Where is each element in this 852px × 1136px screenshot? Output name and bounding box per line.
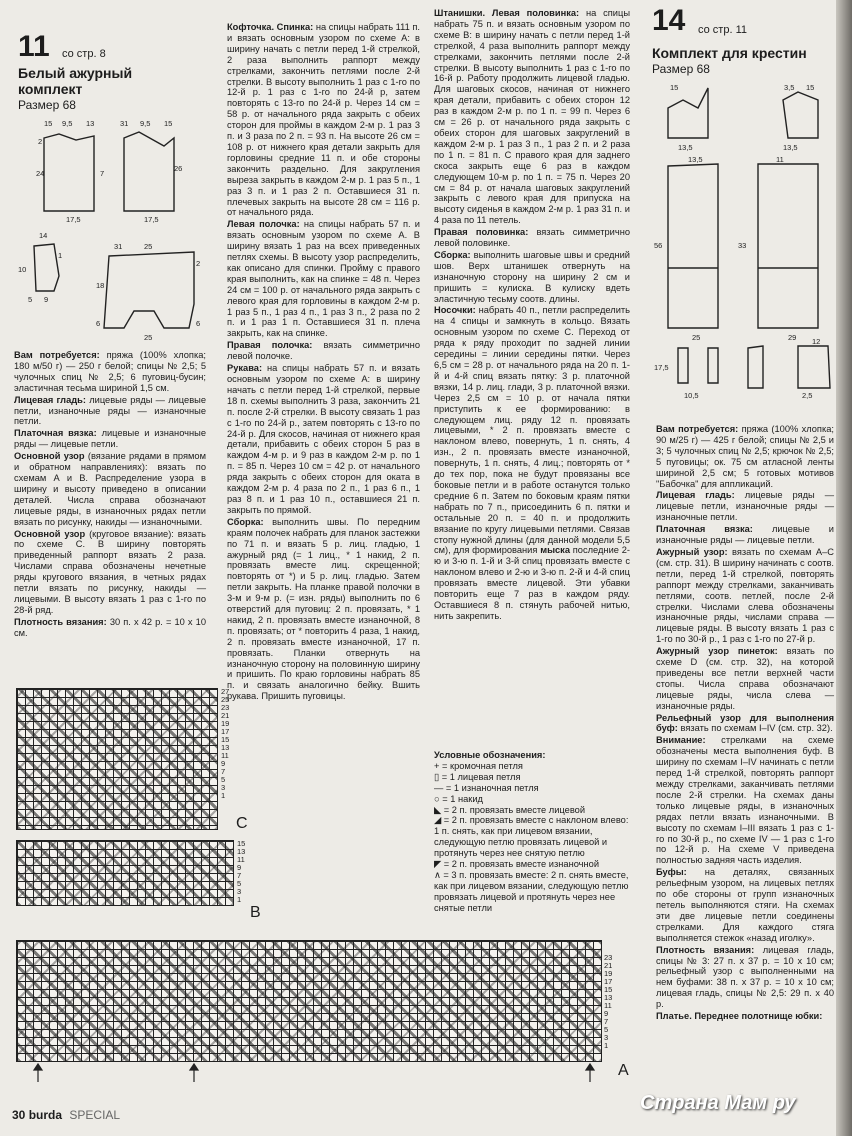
label-right-half: Правая половинка:	[434, 227, 529, 238]
text-pants: на спицы набрать 75 п. и вязать основным узором по схеме В: в ширину начать с петли перед 1-й стрелкой, 4 раза выполнить раппорт между стрелками, закончить петлями после 2-й стрелки. В высоту выполнить 1 раз с 1-го по 16-й р. Работу продолжить лицевой гладью. Для шаговых скосов, начиная от нижнего края детали, прибавить с обеих сторон 12 раз в каждом 2-м р. по 1 п. = 99 п. Через 6 см = 26 р. от начального ряда закрыть с обеих сторон для шаговых закруглений в каждом 2-м р. 1 раз 3 п., 1 раз 2 п. и 2 раза по 1 п. = 81 п. С правого края для заднего скоса закрыть еще 6 раз в каждом следующем 10-м р. по 1 п. = 75 п. Через 20 см = 84 р. от начала шаговых закруглений закрыть с левого края для припуска на высоту сиденья в каждом 2-м р. 1 раз 31 п. и 4 раза по 11 петель.	[434, 8, 631, 226]
text-pants-assembly: выполнить шаговые швы и средний шов. Верх штанишек отвернуть на изнаночную сторону на ширину 2 см и пришить = кулиска. В кулиску вдеть эластичную тесьму соотв. длины.	[434, 249, 630, 304]
row-number: 3	[604, 1033, 609, 1042]
row-number: 9	[221, 759, 226, 768]
text-assembly: выполнить швы. По передним краям полочек набрать для планок застежки по 71 п. и вязать 5 р. лиц. гладью, 1 ажурный ряд (= 1 лиц., * 1 накид, 2 п. провязать вместе лиц. скрещенной; повторять от *) и 5 р. лиц. гладью. Затем петли закрыть. На планке правой полочки в 3-м и 9-м р. (= изн. ряды) выполнить по 6 отверстий для пуговиц: 2 п. провязать, * 1 накид, 2 п. провязать вместе изнаночной, 8 п. провязать; от * повторить 4 раза, 1 накид, 2 п. провязать вместе изнаночной, 17 п. провязать. Планки отвернуть на изнаночную сторону на половинную ширину и пришить. По краю горловины набрать 85 п. и связать аналогично бейку. Вшить рукава. Пришить пуговицы.	[227, 516, 420, 702]
dim-label: 13,5	[783, 143, 798, 152]
dim-label: 25	[692, 333, 701, 342]
arrow-up-icon	[190, 1064, 198, 1070]
chart-a-label: A	[618, 1062, 629, 1079]
row-number: 21	[604, 961, 613, 970]
row-number: 17	[221, 727, 230, 736]
row-number: 23	[604, 953, 613, 962]
dim-label: 9,5	[62, 119, 73, 128]
label-toe: мыска	[540, 545, 570, 556]
row-number: 7	[237, 871, 242, 880]
dim-label: 2	[38, 137, 43, 146]
label-main-pattern: Основной узор	[14, 451, 85, 462]
row-number: 3	[237, 887, 242, 896]
jacket-instructions	[227, 22, 420, 703]
label-attention: Внимание:	[656, 735, 706, 746]
dim-label: 6	[196, 319, 201, 328]
label-assembly: Сборка:	[227, 516, 264, 527]
chart-c-row-numbers	[221, 688, 229, 800]
label-density-right: Плотность вязания:	[656, 944, 755, 955]
label-garter-right: Платочная вязка:	[656, 524, 753, 535]
chart-a-arrows	[16, 1062, 616, 1084]
dim-label: 2	[196, 259, 201, 268]
row-number: 23	[221, 703, 230, 712]
legend-item: ◤ = 2 п. провязать вместе изнаночной	[434, 859, 600, 870]
label-pants: Штанишки. Левая половинка:	[434, 8, 580, 18]
row-number: 17	[604, 977, 613, 986]
knitting-chart-c	[16, 688, 218, 830]
dim-label: 14	[39, 231, 48, 240]
row-number: 13	[237, 847, 246, 856]
dim-label: 5	[28, 295, 33, 304]
row-number: 7	[604, 1017, 609, 1026]
dim-label: 33	[738, 241, 747, 250]
knitting-chart-a	[16, 940, 602, 1062]
text-lace: вязать по схемам А–С (см. стр. 31). В ширину начинать с соотв. петли, перед 1-й стрелкой, повторять раппорт между стрелками, заканчивать петлями, соотв. петлей, после 2-й стрелки. Числами слева обозначены изнаночные ряды, числами справа — лицевые ряды. В высоту вязать 1 раз с 1-го по 30-й р., 1 раз с 1-го по 27-й р.	[656, 546, 834, 645]
row-number: 5	[604, 1025, 609, 1034]
legend-item: ∧ = 3 п. провязать вместе: 2 п. снять вместе, как при лицевом вязании, следующую петлю провязать лицевой и протянуть через нее снятые петли	[434, 869, 629, 913]
dim-label: 6	[96, 319, 101, 328]
text-materials: пряжа (100% хлопка; 180 м/50 г) — 250 г белой; спицы № 2,5; 5 чулочных спиц № 2,5; 6 пуговиц-бусин; эластичная тесьма шириной 1,5 см.	[14, 350, 206, 393]
label-back: Кофточка. Спинка:	[227, 22, 314, 32]
text-sleeves: на спицы набрать 57 п. и вязать основным узором по схеме А: в ширину начать с петли перед 1-й стрелкой, первые 18 п. схемы выполнить 3 раза, закончить 21 п. после 2-й стрелки. В высоту связать 1 раз с 1-го по 24-й р., затем повторять с 13-го по 24-й р. Для скосов, начиная от нижнего края детали, прибавить с обеих сторон 5 раз в каждом 4-м р. и 9 раз в каждом 2-м р. по 1 п. = 85 п. Через 10 см = 42 р. от начального ряда закрыть с обеих сторон для оката в каждом 2-м р. 4 раза по 2 п., 1 раз 6 п., 1 раз 8 п. и 1 раз 10 п., оставшиеся 21 п. закрыть по прямой.	[227, 363, 420, 515]
knitting-chart-b	[16, 840, 234, 906]
dress-instructions	[656, 424, 834, 1023]
text-toe: последние 2-ю и 3-ю п. 1-й и 3-й спиц провязать вместе с наклоном влево и 2-ю и 3-ю п. 2-й и 4-й спиц провязать вместе лицевой. Эти убавки повторить еще 7 раз в каждом ряду. Оставшиеся 8 п. стянуть рабочей нитью, нить закрепить.	[434, 545, 630, 621]
dim-label: 7	[100, 169, 105, 178]
chart-a-row-numbers	[604, 954, 612, 1050]
label-round-pattern: Основной узор	[14, 528, 86, 539]
row-number: 25	[221, 695, 230, 704]
page-number: 30	[12, 1108, 26, 1122]
dim-label: 17,5	[654, 363, 669, 372]
row-number: 1	[604, 1041, 609, 1050]
legend-item: ◣ = 2 п. провязать вместе лицевой	[434, 804, 586, 815]
row-number: 9	[604, 1009, 609, 1018]
text-booties-lace: вязать по схеме D (см. стр. 32), на которой приведены все петли верхней части стопы. Числа справа обозначают лицевые ряды, числа слева — изнаночные ряды.	[656, 646, 834, 711]
label-density: Плотность вязания:	[14, 616, 107, 627]
text-back: на спицы набрать 111 п. и вязать основным узором по схеме А: в ширину начать с петли перед 1-й стрелкой, 2 раза выполнить раппорт между стрелками, закончить петлями после 2-й стрелки. В высоту выполнить 1 раз с 1-го по 12-й р. 1 раз с 1-го по 24-й р, затем повторять с 13-го по 24-й р. Через 14 см = 58 р. от начального ряда закрыть с обеих сторон для проймы в каждом 2-м р. 1 раз 3 п. и 3 раза по 2 п. = 93 п. На высоте 26 см = 108 р. от нижнего края детали закрыть для горловины средние 11 п. и обе стороны закончить раздельно. Для закругления выреза закрыть в каждом 2-м р. 1 раз 5 п., 1 раз 3 п. и 1 раз 2 п. Оставшиеся 31 п. плечевых закрыть на высоте 28 см = 116 р. от начального ряда.	[227, 22, 420, 218]
dim-label: 1	[58, 251, 63, 260]
dim-label: 10,5	[684, 391, 699, 400]
pattern-title-line1: Белый ажурный	[18, 65, 133, 81]
dim-label: 56	[654, 241, 663, 250]
dim-label: 13,5	[678, 143, 693, 152]
brand-name: burda	[28, 1108, 63, 1122]
label-stockinette-right: Лицевая гладь:	[656, 490, 735, 501]
dim-label: 15	[806, 83, 815, 92]
dim-label: 9	[44, 295, 49, 304]
label-pants-assembly: Сборка:	[434, 249, 471, 260]
row-number: 5	[221, 775, 226, 784]
label-right-front: Правая полочка:	[227, 340, 313, 351]
dim-label: 3,5	[784, 83, 795, 92]
dim-label: 13,5	[688, 155, 703, 164]
text-right-front: вязать симметрично левой полочке.	[227, 340, 420, 362]
text-garter: лицевые и изнаночные ряды — лицевые петли.	[14, 428, 206, 450]
dim-label: 10	[18, 265, 27, 274]
legend-item: ◢ = 2 п. провязать вместе с наклоном влево: 1 п. снять, как при лицевом вязании, следующую петлю провязать лицевой и протянуть через нее снятую петлю	[434, 815, 629, 859]
text-attention: стрелками на схеме обозначены места выполнения буф. В ширину по схемам I–IV начинать с петли перед 1-й стрелкой, повторять раппорт между стрелками, заканчивать петлями после 2-й стрелки. На схемах даны только лицевые ряды, в изнаночных рядах петли вязать изнаночными. В высоту по схемам I–III вязать 1 раз с 1-го по 30-й р., по схеме IV — 1 раз с 1-го по 12-й р. На схеме V приведена полностью задняя часть изделия.	[656, 735, 834, 866]
pattern-title-line2: комплект	[18, 81, 83, 97]
text-left-front: на спицы набрать 57 п. и вязать основным узором по схеме А. В ширину вязать 1 раз на всех приведенных петлях схемы. В высоту узор распределить, как описано для спинки. Пройму с правого края выполнить, как на спинке = 48 п. Через 24 см = 100 р. от начального ряда закрыть с левого края для горловины в каждом 2-м р. 1 раз 5 п., 1 раз 4 п., 1 раз 3 п., 2 раза по 2 п. и 1 раз 1 п. Оставшиеся 31 п. плеча закрыть, как на спинке.	[227, 219, 420, 339]
legend-item: ▯ = 1 лицевая петля	[434, 771, 521, 782]
dim-label: 25	[144, 242, 153, 251]
text-relief: вязать по схемам I–IV (см. стр. 32).	[680, 723, 833, 734]
text-materials-right: пряжа (100% хлопка; 90 м/25 г) — 425 г белой; спицы № 2,5 и 3; 5 чулочных спиц № 2,5; крючок № 2,5; 5 пуговицы; ок. 75 см атласной ленты шириной 2,5 см; 5 готовых мотивов "Бабочка" для аппликаций.	[656, 424, 834, 489]
dim-label: 13	[86, 119, 95, 128]
dim-label: 2,5	[802, 391, 813, 400]
schematic-jacket	[14, 116, 214, 346]
left-instructions	[14, 350, 206, 640]
text-main-pattern: (вязание рядами в прямом и обратном направлениях): вязать по схемам А и В. Распределение узора в ширину и высоту приведено в описании деталей. Числа справа обозначают лицевые ряды, в изнаночных рядах петли вязать по рисунку, накиды — изнаночными.	[14, 451, 206, 527]
dim-label: 15	[164, 119, 173, 128]
see-page-ref-right: со стр. 11	[698, 24, 747, 36]
dim-label: 15	[44, 119, 53, 128]
legend-title: Условные обозначения:	[434, 750, 546, 760]
dim-label: 18	[96, 281, 105, 290]
label-materials-right: Вам потребуется:	[656, 424, 739, 434]
chart-b-label: B	[250, 904, 261, 921]
pattern-size: Размер 68	[18, 98, 76, 112]
row-number: 15	[237, 839, 246, 848]
pattern-number-11: 11	[18, 30, 50, 63]
text-right-half: вязать симметрично левой половинке.	[434, 227, 630, 249]
dim-label: 31	[120, 119, 129, 128]
label-stockinette: Лицевая гладь:	[14, 394, 86, 405]
text-puffs: на деталях, связанных рельефным узором, на лицевых петлях по обе стороны от групп изнаночных петель выполняются стяги. На схемах эти две лицевые петли соединены стрелками. Для каждого стяга выполняется стежок «назад иголку».	[656, 867, 834, 943]
dim-label: 15	[670, 83, 679, 92]
page-edge-shadow	[836, 0, 852, 1136]
arrow-up-icon	[34, 1064, 42, 1070]
row-number: 9	[237, 863, 242, 872]
label-left-front: Левая полочка:	[227, 219, 300, 230]
pants-instructions	[434, 8, 630, 623]
label-socks: Носочки:	[434, 305, 476, 316]
dim-label: 9,5	[140, 119, 151, 128]
right-size: Размер 68	[652, 62, 710, 76]
row-number: 3	[221, 783, 226, 792]
see-page-ref: со стр. 8	[62, 48, 106, 60]
row-number: 11	[604, 1001, 612, 1010]
row-number: 11	[221, 751, 229, 760]
arrow-up-icon	[586, 1064, 594, 1070]
right-title: Комплект для крестин	[652, 45, 807, 61]
dim-label: 17,5	[144, 215, 159, 224]
row-number: 19	[221, 719, 230, 728]
label-garter: Платочная вязка:	[14, 428, 97, 439]
dim-label: 29	[788, 333, 797, 342]
page-footer	[12, 1108, 120, 1122]
site-watermark: Страна Мам ру	[640, 1092, 796, 1114]
row-number: 11	[237, 855, 245, 864]
symbol-legend	[434, 750, 630, 914]
label-dress-front: Платье. Переднее полотнище юбки:	[656, 1011, 823, 1022]
text-round-pattern: (круговое вязание): вязать по схеме С. В ширину повторять приведенный раппорт вязать 2 раза. Числами справа обозначены нечетные ряды кругового вязания, в четных рядах петли вязать по рисунку, накиды — лицевыми. В высоту вязать 1 раз с 1-го по 28-й ряд.	[14, 528, 206, 615]
text-socks: набрать 40 п., петли распределить на 4 спицы и замкнуть в кольцо. Вязать основным узором по схеме С. Переход от ряда к ряду проходит по задней линии середины = линии середины пятки. Через 6,5 см = 28 р. от начального ряда на 20 п. 1-й и 4-й спиц вязать пятку: 3 р. платочной вязки, 14 р. лиц. глади, 3 р. платочной вязки. Через 2,5 см = 10 р. от начала пятки приступить к ее формированию: в следующем лиц. ряду 12 п. провязать лицевыми, * 2 п. провязать вместе с наклоном влево, повернуть, 1 п. снять, 4 изн., 2 п. провязать вместе изнаночной, повернуть, 1 п. снять, 4 лиц.; повторять от * до тех пор, пока не будут провязаны все боковые петли и в работе останутся только средние 6 п. Затем по боковым краям пятки набрать по 7 п., присоединить 6 п. пятки и остальные 20 п. = 40 п. и продолжить вязание по кругу лицевыми петлями. Связав стопу нужной длины (для данной модели 5,5 см), для формирования	[434, 305, 630, 556]
brand-special: SPECIAL	[69, 1108, 121, 1122]
label-booties-lace: Ажурный узор пинеток:	[656, 646, 778, 657]
pattern-number-14: 14	[652, 4, 686, 37]
row-number: 1	[237, 895, 242, 904]
dim-label: 12	[812, 337, 821, 346]
row-number: 21	[221, 711, 230, 720]
row-number: 13	[604, 993, 613, 1002]
row-number: 13	[221, 743, 230, 752]
row-number: 27	[221, 687, 230, 696]
row-number: 15	[604, 985, 613, 994]
chart-c-label: C	[236, 815, 248, 832]
label-materials: Вам потребуется:	[14, 350, 100, 360]
row-number: 5	[237, 879, 242, 888]
dim-label: 11	[776, 155, 784, 164]
legend-item: + = кромочная петля	[434, 760, 523, 771]
row-number: 1	[221, 791, 226, 800]
row-number: 7	[221, 767, 226, 776]
text-density-right: лицевая гладь, спицы № 3: 27 п. х 37 р. = 10 х 10 см; рельефный узор с выполненными на нем буфами: 38 п. х 37 р. = 10 х 10 см; лицевая гладь, спицы № 2,5: 29 п. х 40 р.	[656, 944, 834, 1010]
legend-item: — = 1 изнаночная петля	[434, 782, 539, 793]
dim-label: 26	[174, 164, 183, 173]
label-sleeves: Рукава:	[227, 363, 263, 374]
label-relief: Рельефный узор для выполнения буф:	[656, 712, 834, 734]
label-puffs: Буфы:	[656, 867, 687, 878]
text-stockinette: лицевые ряды — лицевые петли, изнаночные ряды — изнаночные петли.	[14, 394, 206, 427]
row-number: 15	[221, 735, 230, 744]
chart-b-row-numbers	[237, 840, 245, 904]
row-number: 19	[604, 969, 613, 978]
dim-label: 24	[36, 169, 45, 178]
schematic-dress	[648, 78, 836, 418]
legend-item: ○ = 1 накид	[434, 793, 483, 804]
dim-label: 31	[114, 242, 123, 251]
dim-label: 17,5	[66, 215, 81, 224]
text-stockinette-right: лицевые ряды — лицевые петли, изнаночные ряды — изнаночные петли.	[656, 490, 834, 523]
label-lace: Ажурный узор:	[656, 546, 728, 557]
dim-label: 25	[144, 333, 153, 342]
text-density: 30 п. х 42 р. = 10 х 10 см.	[14, 616, 206, 638]
text-garter-right: лицевые и изнаночные ряды — лицевые петли.	[656, 524, 834, 546]
